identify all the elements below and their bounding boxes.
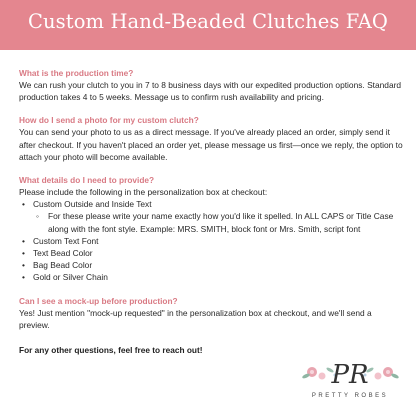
- faq-section-mockup: [19, 295, 403, 331]
- list-item: • Gold or Silver Chain: [19, 271, 403, 283]
- faq-section-production-time: [19, 67, 403, 103]
- list-item: • Text Bead Color: [19, 247, 403, 259]
- list-item: • Custom Text Font: [19, 235, 403, 247]
- details-list: [19, 198, 403, 283]
- closing-note: For any other questions, feel free to reach out!: [19, 345, 203, 356]
- sub-list-item: ◦ For these please write your name exactly how you'd like it spelled. In ALL CAPS or Title Case along with the font style. Example: MRS. SMITH, block font or Mrs. Smith, script font: [33, 210, 403, 234]
- brand-logo: [300, 360, 400, 408]
- faq-answer: Please include the following in the personalization box at checkout:: [19, 187, 268, 198]
- page-title: Custom Hand-Beaded Clutches FAQ: [28, 10, 388, 33]
- list-item: • Bag Bead Color: [19, 259, 403, 271]
- logo-brand-name: PRETTY ROBES: [311, 393, 389, 399]
- faq-section-send-photo: [19, 114, 403, 163]
- list-item: [19, 198, 403, 235]
- list-item-label: Custom Outside and Inside Text: [33, 199, 152, 210]
- details-sublist: [33, 210, 403, 234]
- faq-question: What details do I need to provide?: [19, 175, 155, 186]
- faq-question: What is the production time?: [19, 68, 134, 78]
- faq-answer: You can send your photo to us as a direct message. If you've already placed an order, simply send it after checkout. If you haven't placed an order yet, please message us first—once we reply, the option to attach your photo will become available.: [19, 127, 403, 162]
- faq-answer: We can rush your clutch to you in 7 to 8 business days with our expedited production options. Standard production takes 4 to 5 weeks. Message us to confirm rush availability and pricing.: [19, 80, 402, 103]
- faq-question: Can I see a mock-up before production?: [19, 295, 178, 306]
- faq-question: How do I send a photo for my custom clutch?: [19, 115, 199, 126]
- logo-monogram: PR: [331, 360, 369, 390]
- faq-section-details: [19, 174, 403, 284]
- header-banner: [0, 0, 416, 50]
- faq-content: [19, 67, 403, 363]
- faq-answer: Yes! Just mention "mock-up requested" in the personalization box at checkout, and we'll send a preview.: [19, 307, 372, 330]
